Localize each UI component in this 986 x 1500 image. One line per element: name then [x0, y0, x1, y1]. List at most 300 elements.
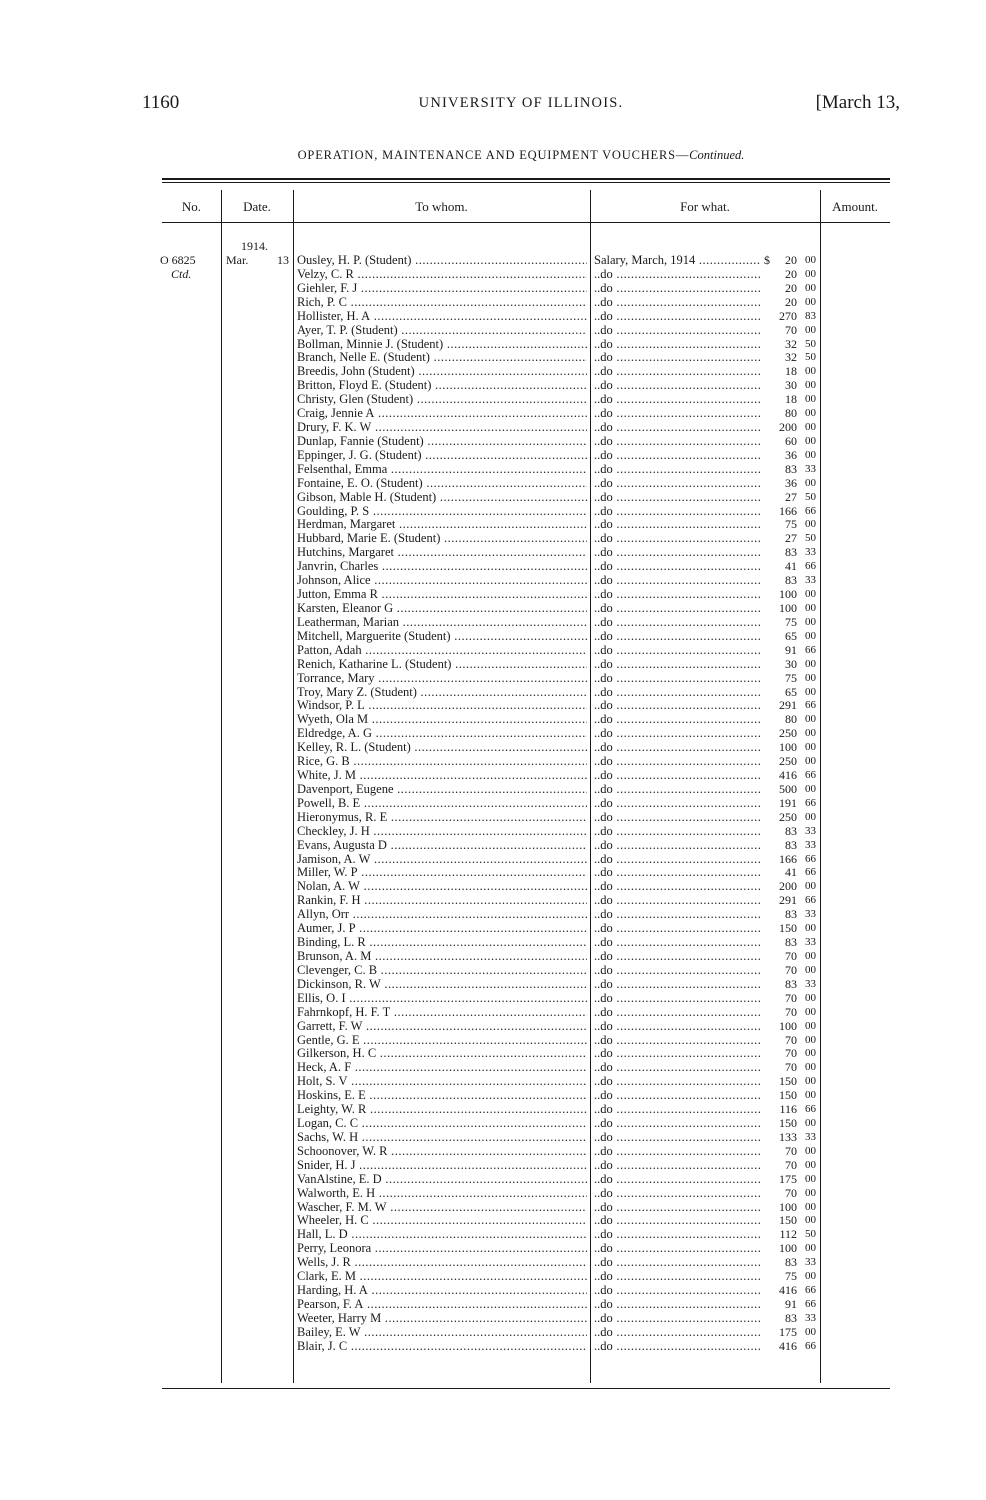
amount-cents: 00 — [805, 782, 816, 795]
payment-purpose: ..do ..... — [594, 879, 760, 893]
table-row — [0, 865, 986, 879]
amount-dollars: 70 — [785, 1143, 797, 1158]
payee-name: Hubbard, Marie E. (Student) ..... — [297, 531, 587, 545]
payee-name: Karsten, Eleanor G ..... — [297, 601, 587, 615]
table-row — [0, 1269, 986, 1283]
amount-dollars: 100 — [779, 1241, 797, 1256]
amount-cents: 83 — [805, 309, 816, 322]
payee-name: Mitchell, Marguerite (Student) ..... — [297, 629, 587, 643]
amount-cents: 33 — [805, 838, 816, 851]
payment-purpose: ..do ..... — [594, 476, 760, 490]
amount-cents: 00 — [805, 421, 816, 434]
voucher-year: 1914. — [241, 239, 268, 253]
payee-name: Sachs, W. H ..... — [297, 1130, 587, 1144]
amount-cents: 33 — [805, 574, 816, 587]
payment-purpose: ..do ..... — [594, 1088, 760, 1102]
payment-purpose: ..do ..... — [594, 1005, 760, 1019]
amount-cents: 33 — [805, 1311, 816, 1324]
column-header-no: No. — [181, 199, 202, 214]
payment-purpose: ..do ..... — [594, 907, 760, 921]
amount-cents: 66 — [805, 866, 816, 879]
amount-cents: 00 — [805, 1270, 816, 1283]
payment-purpose: ..do ..... — [594, 517, 760, 531]
amount-cents: 00 — [805, 685, 816, 698]
table-row — [0, 810, 986, 824]
payee-name: Christy, Glen (Student) ..... — [297, 392, 587, 406]
amount-cents: 00 — [805, 1172, 816, 1185]
table-row — [0, 559, 986, 573]
bottom-rule — [162, 1388, 890, 1389]
payment-purpose: ..do ..... — [594, 657, 760, 671]
payment-purpose: ..do ..... — [594, 629, 760, 643]
payment-purpose: ..do ..... — [594, 504, 760, 518]
amount-dollars: 60 — [785, 433, 797, 448]
payment-purpose: ..do ..... — [594, 1033, 760, 1047]
payment-purpose: ..do ..... — [594, 1158, 760, 1172]
payment-purpose: ..do ..... — [594, 768, 760, 782]
payee-name: Wells, J. R ..... — [297, 1255, 587, 1269]
amount-cents: 50 — [805, 532, 816, 545]
voucher-number: O 6825 — [160, 253, 196, 267]
payee-name: Ousley, H. P. (Student) ..... — [297, 253, 587, 267]
amount-cents: 33 — [805, 1130, 816, 1143]
payment-purpose: ..do ..... — [594, 378, 760, 392]
payee-name: Janvrin, Charles ..... — [297, 559, 587, 573]
amount-dollars: 291 — [779, 698, 797, 713]
table-row — [0, 392, 986, 406]
payee-name: Britton, Floyd E. (Student) ..... — [297, 378, 587, 392]
amount-cents: 50 — [805, 337, 816, 350]
amount-dollars: 133 — [779, 1129, 797, 1144]
table-row — [0, 1325, 986, 1339]
payee-name: Wyeth, Ola M ..... — [297, 712, 587, 726]
amount-cents: 00 — [805, 1158, 816, 1171]
table-row — [0, 490, 986, 504]
amount-dollars: 83 — [785, 1255, 797, 1270]
amount-cents: 66 — [805, 1284, 816, 1297]
amount-dollars: 150 — [779, 1116, 797, 1131]
table-row — [0, 921, 986, 935]
payee-name: Drury, F. K. W ..... — [297, 420, 587, 434]
payment-purpose: ..do ..... — [594, 1116, 760, 1130]
amount-cents: 00 — [805, 1186, 816, 1199]
table-row — [0, 907, 986, 921]
amount-cents: 66 — [805, 769, 816, 782]
payment-purpose: ..do ..... — [594, 323, 760, 337]
payment-purpose: ..do ..... — [594, 364, 760, 378]
payee-name: Dunlap, Fannie (Student) ..... — [297, 434, 587, 448]
amount-cents: 00 — [805, 254, 816, 266]
amount-dollars: 36 — [785, 447, 797, 462]
payment-purpose: ..do ..... — [594, 796, 760, 810]
payee-name: Giehler, F. J ..... — [297, 281, 587, 295]
payment-purpose: ..do ..... — [594, 434, 760, 448]
amount-dollars: 75 — [785, 670, 797, 685]
payment-purpose: ..do ..... — [594, 392, 760, 406]
amount-cents: 00 — [805, 365, 816, 378]
table-row — [0, 1019, 986, 1033]
payee-name: Wascher, F. M. W ..... — [297, 1200, 587, 1214]
payment-purpose: ..do ..... — [594, 1283, 760, 1297]
table-row — [0, 1297, 986, 1311]
table-row — [0, 740, 986, 754]
payee-name: Patton, Adah ..... — [297, 643, 587, 657]
payment-purpose: ..do ..... — [594, 810, 760, 824]
table-row — [0, 1088, 986, 1102]
amount-dollars: 20 — [785, 280, 797, 295]
amount-dollars: 83 — [785, 461, 797, 476]
payment-purpose: ..do ..... — [594, 1311, 760, 1325]
amount-dollars: 30 — [785, 656, 797, 671]
amount-dollars: 150 — [779, 1074, 797, 1089]
amount-cents: 00 — [805, 713, 816, 726]
payee-name: Leighty, W. R ..... — [297, 1102, 587, 1116]
amount-cents: 33 — [805, 1256, 816, 1269]
payee-name: Hollister, H. A ..... — [297, 309, 587, 323]
amount-cents: 00 — [805, 1005, 816, 1018]
amount-cents: 00 — [805, 922, 816, 935]
table-row — [0, 504, 986, 518]
table-row — [0, 253, 986, 267]
table-row — [0, 1033, 986, 1047]
amount-dollars: 32 — [785, 336, 797, 351]
payment-purpose: ..do ..... — [594, 671, 760, 685]
table-row — [0, 420, 986, 434]
amount-dollars: 70 — [785, 322, 797, 337]
payee-name: Logan, C. C ..... — [297, 1116, 587, 1130]
payee-name: Harding, H. A ..... — [297, 1283, 587, 1297]
amount-cents: 00 — [805, 1325, 816, 1338]
payee-name: Allyn, Orr ..... — [297, 907, 587, 921]
payment-purpose: ..do ..... — [594, 1172, 760, 1186]
amount-dollars: 100 — [779, 587, 797, 602]
amount-dollars: 250 — [779, 726, 797, 741]
payment-purpose: ..do ..... — [594, 1269, 760, 1283]
payee-name: Leatherman, Marian ..... — [297, 615, 587, 629]
table-row — [0, 796, 986, 810]
amount-cents: 00 — [805, 476, 816, 489]
table-row — [0, 1060, 986, 1074]
payee-name: Rice, G. B ..... — [297, 754, 587, 768]
table-row — [0, 963, 986, 977]
table-row — [0, 782, 986, 796]
amount-cents: 00 — [805, 741, 816, 754]
amount-cents: 66 — [805, 1298, 816, 1310]
payment-purpose: ..do ..... — [594, 490, 760, 504]
amount-cents: 00 — [805, 1047, 816, 1060]
header-date: [March 13, — [815, 92, 900, 113]
payee-name: Jutton, Emma R ..... — [297, 587, 587, 601]
table-row — [0, 1130, 986, 1144]
amount-cents: 66 — [805, 560, 816, 573]
payment-purpose: ..do ..... — [594, 573, 760, 587]
amount-dollars: 20 — [785, 266, 797, 281]
table-row — [0, 517, 986, 531]
payee-name: Schoonover, W. R ..... — [297, 1144, 587, 1158]
running-title: UNIVERSITY OF ILLINOIS. — [418, 95, 624, 111]
amount-cents: 00 — [805, 1061, 816, 1074]
table-row — [0, 448, 986, 462]
amount-dollars: 83 — [785, 1310, 797, 1325]
table-row — [0, 671, 986, 685]
payee-name: Hutchins, Margaret ..... — [297, 545, 587, 559]
column-header-amount: Amount. — [832, 199, 878, 214]
table-row — [0, 434, 986, 448]
payment-purpose: ..do ..... — [594, 406, 760, 420]
payment-purpose: ..do ..... — [594, 1200, 760, 1214]
table-row — [0, 1311, 986, 1325]
amount-cents: 00 — [805, 629, 816, 642]
payee-name: Perry, Leonora ..... — [297, 1241, 587, 1255]
amount-dollars: 191 — [779, 795, 797, 810]
payee-name: Binding, L. R ..... — [297, 935, 587, 949]
amount-cents: 66 — [805, 852, 816, 865]
table-row — [0, 1046, 986, 1060]
payment-purpose: ..do ..... — [594, 350, 760, 364]
payee-name: Rich, P. C ..... — [297, 295, 587, 309]
payment-purpose: ..do ..... — [594, 615, 760, 629]
payee-name: Rankin, F. H ..... — [297, 893, 587, 907]
table-row — [0, 838, 986, 852]
payee-name: Gilkerson, H. C ..... — [297, 1046, 587, 1060]
amount-cents: 00 — [805, 1242, 816, 1255]
header-rule — [162, 222, 890, 223]
payee-name: Velzy, C. R ..... — [297, 267, 587, 281]
table-row — [0, 573, 986, 587]
amount-dollars: 41 — [785, 559, 797, 574]
top-rule — [162, 178, 890, 180]
payment-purpose: ..do ..... — [594, 838, 760, 852]
table-row — [0, 1102, 986, 1116]
amount-dollars: 100 — [779, 1018, 797, 1033]
payment-purpose: ..do ..... — [594, 1102, 760, 1116]
page-header — [142, 92, 900, 122]
amount-cents: 00 — [805, 281, 816, 294]
table-row — [0, 601, 986, 615]
table-row — [0, 977, 986, 991]
amount-cents: 00 — [805, 1019, 816, 1032]
amount-dollars: 83 — [785, 573, 797, 588]
table-row — [0, 1172, 986, 1186]
payee-name: Breedis, John (Student) ..... — [297, 364, 587, 378]
payee-name: Fontaine, E. O. (Student) ..... — [297, 476, 587, 490]
payee-name: Felsenthal, Emma ..... — [297, 462, 587, 476]
payment-purpose: ..do ..... — [594, 462, 760, 476]
dollar-sign: $ — [764, 253, 770, 267]
amount-cents: 00 — [805, 1144, 816, 1157]
payee-name: Dickinson, R. W ..... — [297, 977, 587, 991]
payment-purpose: Salary, March, 1914 ..... — [594, 253, 760, 267]
table-row — [0, 1227, 986, 1241]
amount-cents: 66 — [805, 699, 816, 712]
payment-purpose: ..do ..... — [594, 921, 760, 935]
payment-purpose: ..do ..... — [594, 1074, 760, 1088]
amount-dollars: 70 — [785, 990, 797, 1005]
payment-purpose: ..do ..... — [594, 1241, 760, 1255]
amount-dollars: 166 — [779, 851, 797, 866]
amount-cents: 33 — [805, 546, 816, 559]
payment-purpose: ..do ..... — [594, 1060, 760, 1074]
payment-purpose: ..do ..... — [594, 267, 760, 281]
amount-dollars: 20 — [785, 253, 797, 267]
payment-purpose: ..do ..... — [594, 754, 760, 768]
table-subtitle — [142, 148, 900, 163]
table-row — [0, 267, 986, 281]
table-row — [0, 531, 986, 545]
amount-dollars: 70 — [785, 1060, 797, 1075]
amount-cents: 00 — [805, 602, 816, 614]
payee-name: Checkley, J. H ..... — [297, 824, 587, 838]
amount-dollars: 91 — [785, 1297, 797, 1311]
column-header-date: Date. — [243, 199, 271, 214]
payment-purpose: ..do ..... — [594, 601, 760, 615]
amount-dollars: 27 — [785, 531, 797, 546]
table-row — [0, 1116, 986, 1130]
amount-dollars: 100 — [779, 1199, 797, 1214]
table-row — [0, 893, 986, 907]
amount-dollars: 83 — [785, 935, 797, 950]
payment-purpose: ..do ..... — [594, 1186, 760, 1200]
amount-cents: 00 — [805, 1033, 816, 1046]
amount-dollars: 80 — [785, 712, 797, 727]
payee-name: Gentle, G. E ..... — [297, 1033, 587, 1047]
amount-dollars: 100 — [779, 601, 797, 615]
amount-dollars: 70 — [785, 1032, 797, 1047]
payment-purpose: ..do ..... — [594, 893, 760, 907]
amount-cents: 33 — [805, 908, 816, 921]
page-number: 1160 — [142, 92, 180, 113]
payment-purpose: ..do ..... — [594, 782, 760, 796]
amount-dollars: 80 — [785, 406, 797, 421]
payment-purpose: ..do ..... — [594, 643, 760, 657]
payment-purpose: ..do ..... — [594, 1339, 760, 1353]
amount-cents: 33 — [805, 936, 816, 949]
payee-name: Pearson, F. A ..... — [297, 1297, 587, 1311]
amount-dollars: 416 — [779, 1283, 797, 1298]
payment-purpose: ..do ..... — [594, 1213, 760, 1227]
payment-purpose: ..do ..... — [594, 309, 760, 323]
amount-dollars: 30 — [785, 378, 797, 393]
payee-name: Craig, Jennie A ..... — [297, 406, 587, 420]
amount-cents: 00 — [805, 1200, 816, 1213]
amount-dollars: 116 — [779, 1102, 797, 1117]
table-row — [0, 1158, 986, 1172]
amount-cents: 66 — [805, 796, 816, 809]
payment-purpose: ..do ..... — [594, 1144, 760, 1158]
payee-name: Aumer, J. P ..... — [297, 921, 587, 935]
payment-purpose: ..do ..... — [594, 1227, 760, 1241]
amount-dollars: 175 — [779, 1171, 797, 1186]
payment-purpose: ..do ..... — [594, 448, 760, 462]
payee-name: Branch, Nelle E. (Student) ..... — [297, 350, 587, 364]
payee-name: Nolan, A. W ..... — [297, 879, 587, 893]
table-row — [0, 1186, 986, 1200]
payee-name: Blair, J. C ..... — [297, 1339, 587, 1353]
amount-dollars: 112 — [779, 1227, 797, 1242]
amount-dollars: 83 — [785, 545, 797, 560]
amount-cents: 00 — [805, 323, 816, 336]
amount-cents: 00 — [805, 963, 816, 976]
payee-name: Weeter, Harry M ..... — [297, 1311, 587, 1325]
amount-cents: 00 — [805, 434, 816, 447]
amount-cents: 66 — [805, 1339, 816, 1352]
table-row — [0, 949, 986, 963]
table-row — [0, 657, 986, 671]
payee-name: Fahrnkopf, H. F. T ..... — [297, 1005, 587, 1019]
payee-name: Eppinger, J. G. (Student) ..... — [297, 448, 587, 462]
top-rule-thin — [162, 182, 890, 183]
amount-dollars: 75 — [785, 517, 797, 532]
payment-purpose: ..do ..... — [594, 991, 760, 1005]
table-row — [0, 629, 986, 643]
amount-cents: 66 — [805, 643, 816, 656]
payment-purpose: ..do ..... — [594, 559, 760, 573]
table-row — [0, 1005, 986, 1019]
payee-name: Hoskins, E. E ..... — [297, 1088, 587, 1102]
payment-purpose: ..do ..... — [594, 824, 760, 838]
amount-dollars: 416 — [779, 768, 797, 783]
payee-name: Renich, Katharine L. (Student) ..... — [297, 657, 587, 671]
amount-cents: 00 — [805, 1214, 816, 1227]
amount-dollars: 100 — [779, 740, 797, 755]
payee-name: Ayer, T. P. (Student) ..... — [297, 323, 587, 337]
amount-dollars: 250 — [779, 809, 797, 824]
payment-purpose: ..do ..... — [594, 685, 760, 699]
payment-purpose: ..do ..... — [594, 740, 760, 754]
amount-dollars: 70 — [785, 962, 797, 977]
payee-name: Miller, W. P ..... — [297, 865, 587, 879]
voucher-month: Mar. — [226, 253, 249, 267]
payment-purpose: ..do ..... — [594, 531, 760, 545]
payee-name: Ellis, O. I ..... — [297, 991, 587, 1005]
payee-name: Holt, S. V ..... — [297, 1074, 587, 1088]
payment-purpose: ..do ..... — [594, 935, 760, 949]
amount-cents: 33 — [805, 977, 816, 990]
table-row — [0, 1074, 986, 1088]
amount-dollars: 166 — [779, 503, 797, 518]
table-row — [0, 1144, 986, 1158]
table-row — [0, 281, 986, 295]
amount-cents: 00 — [805, 393, 816, 406]
amount-dollars: 500 — [779, 781, 797, 796]
table-row — [0, 378, 986, 392]
payment-purpose: ..do ..... — [594, 1325, 760, 1339]
table-row — [0, 337, 986, 351]
payee-name: Walworth, E. H ..... — [297, 1186, 587, 1200]
amount-dollars: 270 — [779, 308, 797, 323]
column-header-for-what: For what. — [680, 199, 730, 214]
amount-dollars: 18 — [785, 392, 797, 407]
amount-cents: 00 — [805, 379, 816, 392]
amount-dollars: 91 — [785, 642, 797, 657]
amount-dollars: 32 — [785, 350, 797, 365]
table-row — [0, 476, 986, 490]
table-row — [0, 726, 986, 740]
payment-purpose: ..do ..... — [594, 281, 760, 295]
payee-name: Torrance, Mary ..... — [297, 671, 587, 685]
amount-cents: 00 — [805, 615, 816, 628]
payment-purpose: ..do ..... — [594, 1130, 760, 1144]
payment-purpose: ..do ..... — [594, 1019, 760, 1033]
payee-name: White, J. M ..... — [297, 768, 587, 782]
amount-dollars: 65 — [785, 628, 797, 643]
amount-cents: 00 — [805, 727, 816, 740]
amount-cents: 66 — [805, 1103, 816, 1116]
amount-cents: 50 — [805, 1228, 816, 1241]
amount-cents: 00 — [805, 657, 816, 670]
payee-name: Kelley, R. L. (Student) ..... — [297, 740, 587, 754]
table-row — [0, 879, 986, 893]
